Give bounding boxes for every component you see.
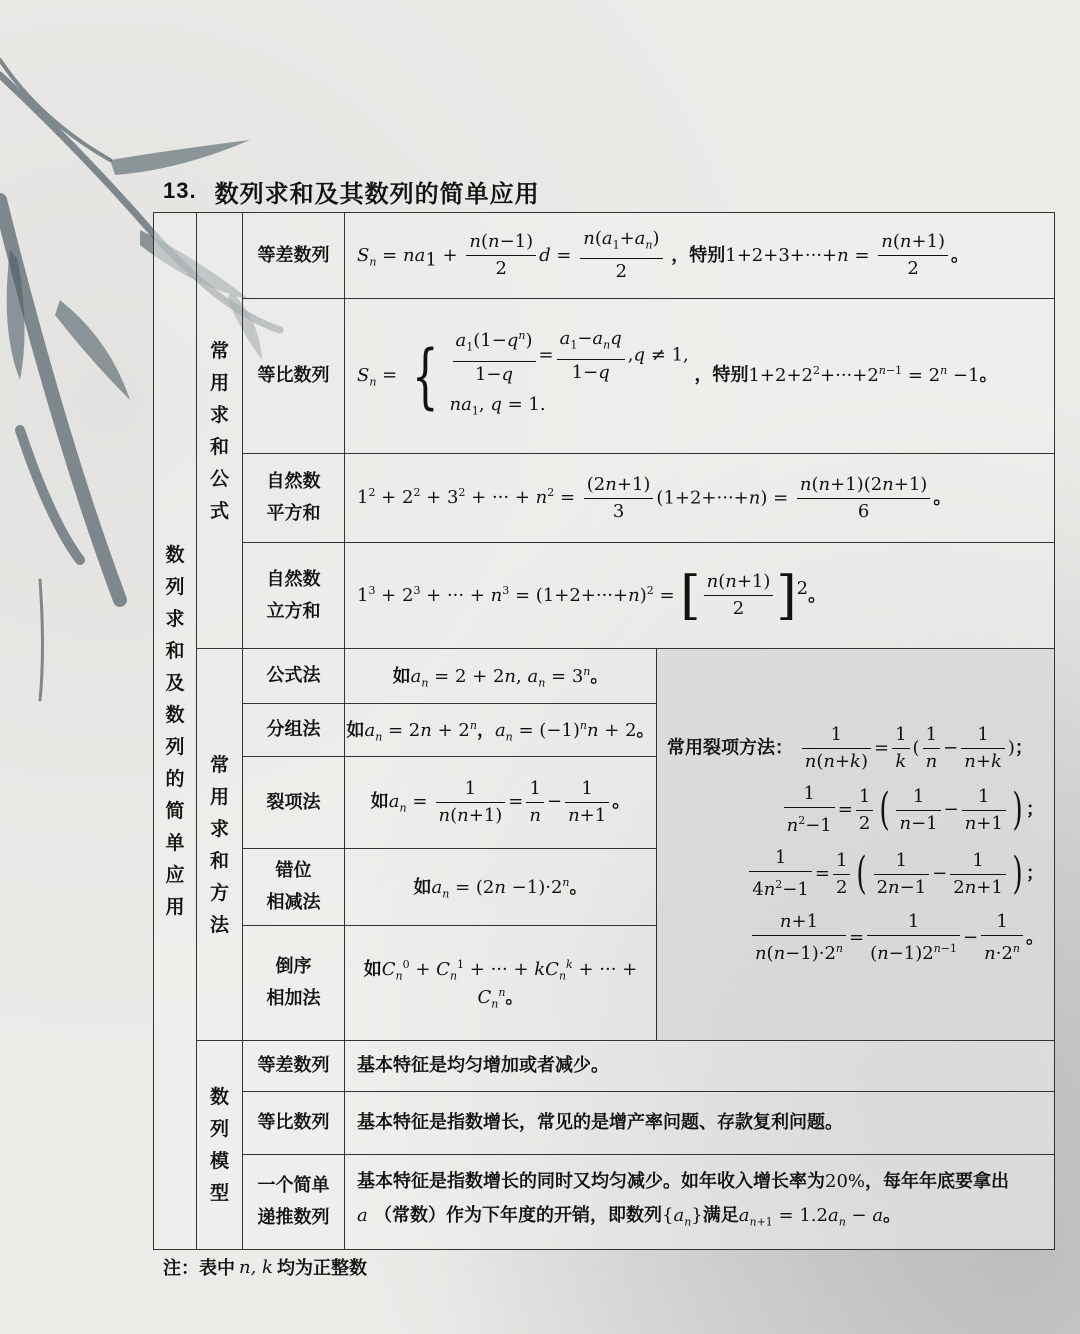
group-method-example: 如$a_n = 2n + 2^n$，$a_n = (-1)^nn + 2$。 [345,704,657,757]
split-method-name: 裂项法 [243,757,345,849]
recur-desc-part4: 满足 [702,1204,739,1226]
geo-sum-formula: $S_n$ = { $\frac{a_1(1-q^n)}{1-q}$ = $\frac{a_1-a_nq}{1-q}$ ,q ≠ 1, $na_1$, q = 1. ，特别$1+2+2^2+\cdot\cdot\cdot+2^{n-1} = 2^n -1$。 [345,299,1055,454]
recur-desc-part1: 基本特征是指数增长的同时又均匀减少。如年收入增长率为 [357,1170,825,1192]
shift-method-line1: 错位 [275,860,312,881]
group-method-name: 分组法 [243,704,345,757]
split-method-example: 如$a_n$ = $\frac{1}{n(n+1)}$ = $\frac{1}{n}$ − $\frac{1}{n+1}$ 。 [345,757,657,849]
reverse-method-line2: 相加法 [266,988,321,1009]
model-recur-name-line2: 递推数列 [257,1207,330,1228]
group-label-sum-formulas: 常用求和公式 [197,213,243,649]
group-label-models: 数列模型 [197,1041,243,1250]
geo-formula-name: 等比数列 [243,299,345,454]
cube-sum-name-line1: 自然数 [266,568,321,590]
square-sum-formula: $1^2 + 2^2 + 3^2$ + ··· + $n^2$ = $\frac{(2n+1)}{3}$ (1+2+···+n) = $\frac{n(n+1)(2n+1)}{6}$ 。 [345,454,1055,543]
ru-label: 如 [346,720,365,742]
cube-sum-name [243,543,345,649]
split-methods-panel: 常用裂项方法： $\frac{1}{n(n+k)}$ = $\frac{1}{k}$ ( $\frac{1}{n}$ − $\frac{1}{n+k}$ )； $\frac{1}{n^2-1}$ = $\frac{1}{2}$ ( $\frac{1}{n-1}$ − $\frac{1}{n+1}$ ) ； $\frac{1}{4n^2-1}$ = $\frac{1}{2}$ ( $\frac{1}{2n-1}$ − $\frac{1}{2n+1}$ ) ； $\frac{n+1}{n(n-1)\cdot 2^n}$ = $\frac{1}{(n-1)2^{n-1}}$ − $\frac{1}{n\cdot 2^n}$ 。 [657,649,1055,1041]
arith-formula-name: 等差数列 [243,213,345,299]
table-note [163,1252,367,1282]
model-arith-desc: 基本特征是均匀增加或者减少。 [345,1041,1055,1092]
square-sum-name-line2: 平方和 [266,503,321,524]
cube-sum-name-line2: 立方和 [266,600,321,622]
note-prefix: 注：表中 [163,1258,235,1279]
model-geo-desc: 基本特征是指数增长，常见的是增产率问题、存款复利问题。 [345,1092,1055,1155]
note-vars: n, k [239,1256,273,1278]
ru-label: 如 [363,959,382,981]
formula-method-name: 公式法 [243,649,345,704]
shift-method-line2: 相减法 [266,892,321,913]
group-label-sum-methods: 常用求和方法 [197,649,243,1041]
model-recur-name [243,1155,345,1250]
reverse-method-line1: 倒序 [275,956,312,977]
ru-label: 如 [392,666,411,688]
shift-subtract-example: 如$a_n = (2n -1)\cdot 2^n$。 [345,849,657,926]
ru-label: 如 [370,791,389,812]
recur-growth-rate: 20% [825,1170,866,1192]
section-title [163,172,540,210]
reverse-add-example: 如$C_n^0 + C_n^1$ + ··· + $kC_n^k$ + ··· + $C_n^n$。 [345,926,657,1041]
note-suffix: 均为正整数 [276,1258,367,1279]
outer-column-label: 数列求和及数列的简单应用 [154,213,197,1250]
reverse-add-method-name [243,926,345,1041]
arith-special-label: ，特别 [671,244,726,266]
model-arith-name: 等差数列 [243,1041,345,1092]
formula-method-example: 如$a_n = 2 + 2n$, $a_n = 3^n$。 [345,649,657,704]
square-sum-name-line1: 自然数 [266,471,321,492]
square-sum-name [243,454,345,543]
cube-sum-formula: $1^3 + 2^3$ + ··· + $n^3 = (1+2+\cdot\cdot\cdot+n)^2$ = [ $\frac{n(n+1)}{2}$ ]$^2$。 [345,543,1055,649]
recur-desc-part2: ，每年年底要拿出 [865,1170,1010,1192]
geo-special-label: ，特别 [694,365,749,386]
section-number: 13. [163,178,197,203]
arith-sum-formula: $S_n = na_1$ + $\frac{n(n-1)}{2}$ d = $\frac{n(a_1+a_n)}{2}$ ，特别1+2+3+···+n = $\frac{n(n+1)}{2}$ 。 [345,213,1055,299]
model-recur-desc: 基本特征是指数增长的同时又均匀减少。如年收入增长率为20%，每年年底要拿出 a （常数）作为下年度的开销，即数列$\{a_n\}$满足$a_{n+1} = 1.2a_n - a$。 [345,1155,1055,1250]
model-recur-name-line1: 一个简单 [257,1175,330,1196]
summary-table [153,212,1055,1250]
recur-desc-part3: （常数）作为下年度的开销，即数列 [374,1204,663,1226]
split-methods-label: 常用裂项方法： [667,737,793,759]
model-geo-name: 等比数列 [243,1092,345,1155]
shift-subtract-method-name [243,849,345,926]
section-title-text: 数列求和及其数列的简单应用 [214,179,540,208]
ru-label: 如 [413,877,432,899]
